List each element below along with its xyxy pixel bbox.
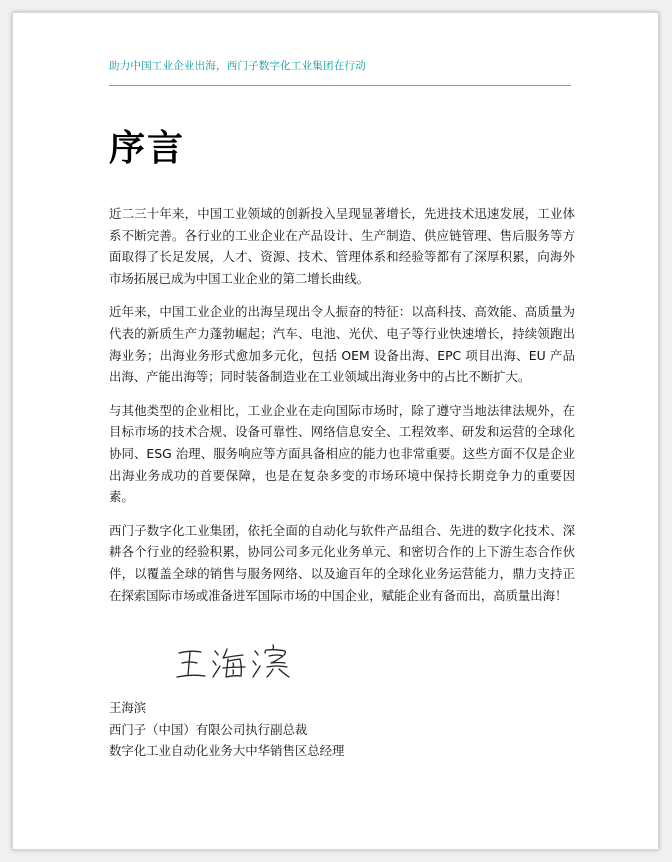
document-page bbox=[12, 12, 659, 850]
preface-body bbox=[109, 203, 575, 618]
signatory-name: 王海滨 bbox=[109, 700, 147, 715]
handwritten-signature bbox=[173, 639, 313, 687]
running-header: 助力中国工业企业出海，西门子数字化工业集团在行动 bbox=[109, 60, 366, 72]
paragraph-1: 近二三十年来，中国工业领域的创新投入呈现显著增长，先进技术迅速发展，工业体系不断完善。各行业的工业企业在产品设计、生产制造、供应链管理、售后服务等方面取得了长足发展，人才、资源、技术、管理体系和经验等都有了深厚积累，向海外市场拓展已成为中国工业企业的第二增长曲线。 bbox=[109, 206, 575, 286]
signature-block bbox=[109, 697, 344, 762]
paragraph-4: 西门子数字化工业集团，依托全面的自动化与软件产品组合、先进的数字化技术、深耕各个行业的经验积累，协同公司多元化业务单元、和密切合作的上下游生态合作伙伴，以覆盖全球的销售与服务网络、以及逾百年的全球化业务运营能力，鼎力支持正在探索国际市场或准备进军国际市场的中国企业，赋能企业有备而出，高质量出海！ bbox=[109, 522, 575, 603]
signatory-title-1: 西门子（中国）有限公司执行副总裁 bbox=[109, 721, 308, 737]
paragraph-3: 与其他类型的企业相比，工业企业在走向国际市场时，除了遵守当地法律法规外，在目标市场的技术合规、设备可靠性、网络信息安全、工程效率、研发和运营的全球化协同、ESG 治理、服务响应等方面具备相应的能力也非常重要。这些方面不仅是企业出海业务成功的首要保障，也是在复杂多变的市场环境中保持长期竞争力的重要因素。 bbox=[109, 402, 575, 505]
signatory-title-2: 数字化工业自动化业务大中华销售区总经理 bbox=[109, 743, 345, 759]
paragraph-2: 近年来，中国工业企业的出海呈现出令人振奋的特征：以高科技、高效能、高质量为代表的新质生产力蓬勃崛起；汽车、电池、光伏、电子等行业快速增长，持续领跑出海业务；出海业务形式愈加多元化，包括 OEM 设备出海、EPC 项目出海、EU 产品出海、产能出海等；同时装备制造业在工业领域出海业务中的占比不断扩大。 bbox=[109, 304, 575, 385]
header-divider bbox=[109, 85, 571, 86]
page-title: 序言 bbox=[109, 128, 186, 169]
